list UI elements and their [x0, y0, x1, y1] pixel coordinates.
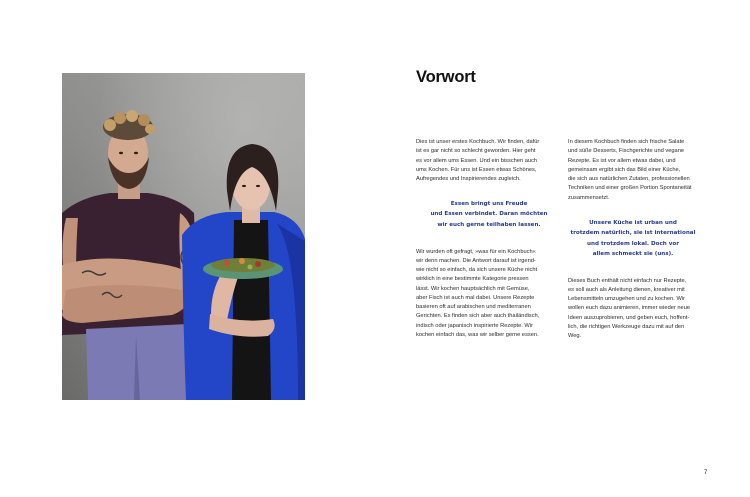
quote-line: Unsere Küche ist urban und [589, 220, 677, 226]
text-line: ums Kochen. Für uns ist Essen etwas Schönes, [416, 166, 537, 173]
quote-line: und trotzdem lokal. Doch vor [587, 240, 679, 247]
text-line: Dieses Buch enthält nicht einfach nur Rezepte, [568, 277, 687, 284]
food-item [224, 260, 230, 266]
text-line: wollen euch dazu animieren, immer wieder neue [568, 305, 691, 312]
woman-top [232, 220, 271, 400]
text-line: aber Fisch ist auch mal dabei. Unsere Rezepte [416, 294, 535, 301]
quote-line: allem schmeckt sie (uns). [592, 250, 674, 257]
text-line: wir denn machen. Die Antwort darauf ist irgend- [416, 257, 536, 264]
quote-line: Essen bringt uns Freude [450, 201, 528, 207]
text-line: lich, die richtigen Werkzeuge dazu mit auf den [568, 323, 685, 330]
man-eye [119, 152, 123, 154]
woman-eye [242, 185, 246, 187]
text-line: Dies ist unser erstes Kochbuch. Wir finden, dafür [416, 139, 540, 145]
portrait-photo [62, 73, 305, 400]
text-line: ist es gar nicht so schlecht geworden. Hier geht [416, 148, 536, 155]
left-pull-quote [416, 199, 562, 230]
text-line: Lebensmitteln umzugehen und zu kochen. Wir [568, 296, 685, 302]
quote-line: trotzdem natürlich, sie ist international [570, 230, 696, 237]
text-line: es soll auch als Anleitung dienen, kreativer mit [568, 286, 685, 293]
page-number: 7 [704, 470, 708, 476]
quote-line: und Essen verbindet. Daran möchten [430, 211, 548, 218]
text-line: die sich aus natürlichen Zutaten, professionellen [568, 176, 690, 182]
text-line: Ideen auszuprobieren, und geben euch, hoffent- [568, 314, 690, 321]
right-body-paragraph [568, 277, 714, 342]
portrait-photo-icon [62, 73, 305, 400]
text-line: Wir wurden oft gefragt, »was für ein Kochbuch« [416, 248, 536, 255]
quote-line: wir euch gerne teilhaben lassen. [437, 221, 541, 228]
food-item [248, 265, 253, 270]
text-line: es vor allem ums Essen. Und ein bisschen auch [416, 157, 538, 164]
text-line: In diesem Kochbuch finden sich frische Salate [568, 139, 685, 145]
page-title: Vorwort [416, 68, 476, 86]
text-line: Weg. [568, 333, 582, 339]
woman-eye [256, 185, 260, 187]
text-line: gemeinsam ergibt sich das Bild einer Küche, [568, 166, 681, 173]
man-hair-curl [114, 112, 126, 124]
text-line: Gerichten. Es finden sich aber auch thailändisch, [416, 313, 540, 320]
man-hair-curl [145, 124, 155, 134]
man-hair-curl [104, 119, 116, 131]
right-intro-paragraph [568, 138, 714, 203]
man-eye [134, 152, 138, 154]
text-line: wie nicht so einfach, da sich unsere Küche nicht [416, 267, 538, 273]
text-line: Rezepte. Es ist vor allem etwas dabei, und [568, 157, 676, 164]
text-line: kochen einfach das, was wir selber gerne essen. [416, 331, 539, 338]
text-line: und süße Desserts, Fischgerichte und vegane [568, 148, 685, 155]
left-intro-paragraph [416, 138, 562, 184]
text-line: Aufregendes und Inspirierendes zugleich. [416, 176, 521, 182]
man-hair-curl [126, 110, 138, 122]
text-line: basieren oft auf arabischen und mediterranen [416, 304, 531, 310]
text-line: lässt. Wir kochen hauptsächlich mit Gemüse, [416, 285, 530, 292]
man-hair-curl [138, 114, 150, 126]
text-line: Techniken und einer großen Portion Spontaneität [568, 185, 692, 192]
text-line: indisch oder japanisch inspirierte Rezepte. Wir [416, 322, 533, 329]
text-line: wirklich in eine bestimmte Kategorie pressen [416, 276, 529, 283]
right-pull-quote [560, 218, 706, 259]
text-line: zusammensetzt. [568, 194, 610, 201]
food-item [239, 258, 245, 264]
left-body-paragraph [416, 248, 562, 341]
food-item [255, 261, 261, 267]
